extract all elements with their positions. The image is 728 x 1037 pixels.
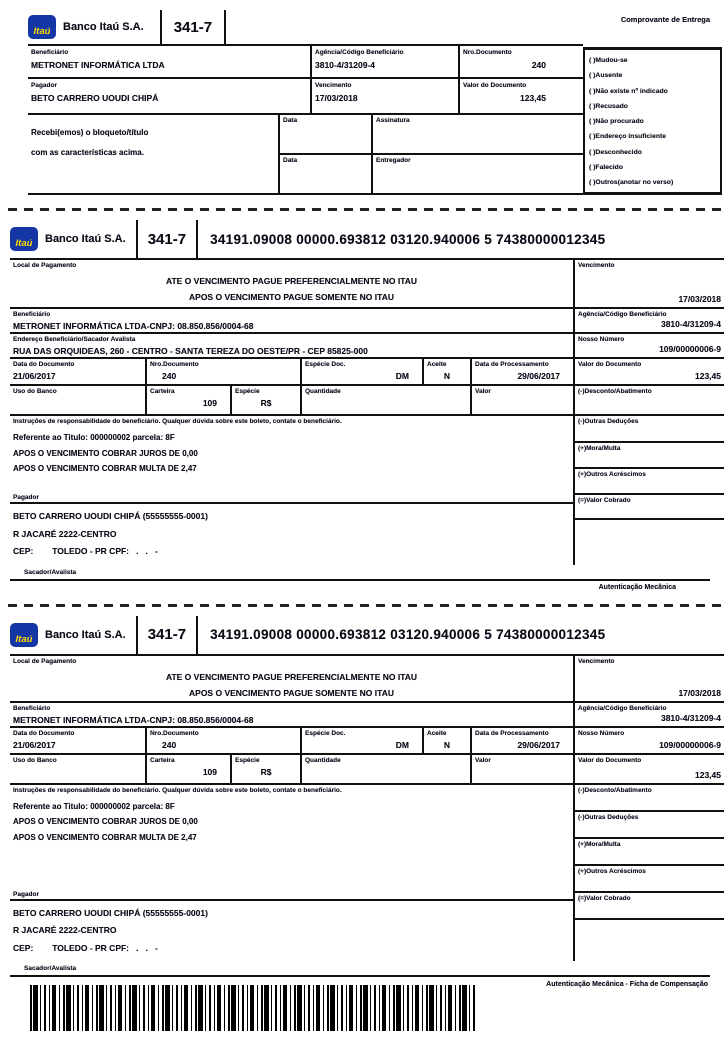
data-processamento-field bbox=[470, 359, 573, 384]
data-processamento-value: 29/06/2017 bbox=[517, 739, 560, 750]
table-row bbox=[28, 79, 583, 115]
data-label: Data bbox=[283, 157, 298, 164]
local-pagamento-field bbox=[10, 656, 573, 703]
especie-doc-value: DM bbox=[395, 739, 409, 750]
especie-doc-label: Espécie Doc. bbox=[305, 361, 346, 368]
bank-use-row bbox=[10, 755, 573, 785]
checkbox-item: ( )Não existe nº indicado bbox=[589, 87, 668, 95]
dashed-separator bbox=[8, 604, 722, 607]
agencia-label: Agência/Código Beneficiário bbox=[578, 311, 667, 318]
pagador-label-row bbox=[10, 492, 573, 502]
sacador-avalista-label: Sacador/Avalista bbox=[24, 568, 77, 576]
valor-field bbox=[470, 755, 573, 783]
outras-deducoes-field bbox=[575, 812, 724, 839]
data-field bbox=[280, 115, 371, 153]
instructions-label: Instruções de responsabilidade do beneficiário. Qualquer dúvida sobre este boleto, contate o beneficiário. bbox=[13, 786, 342, 794]
beneficiario-field bbox=[28, 46, 310, 77]
local-pagamento-label: Local de Pagamento bbox=[13, 262, 77, 269]
outros-acrescimos-label: (+)Outros Acréscimos bbox=[578, 867, 646, 875]
agencia-value: 3810-4/31209-4 bbox=[660, 319, 721, 329]
pagador-endereco: R JACARÉ 2222-CENTRO bbox=[13, 528, 117, 539]
bank-name: Banco Itaú S.A. bbox=[63, 21, 144, 33]
receipt-header bbox=[28, 10, 722, 44]
quantidade-label: Quantidade bbox=[305, 388, 341, 395]
instructions-label: Instruções de responsabilidade do beneficiário. Qualquer dúvida sobre este boleto, contate o beneficiário. bbox=[13, 418, 342, 425]
instruction-line: APOS O VENCIMENTO COBRAR MULTA DE 2,47 bbox=[13, 464, 197, 473]
bank-code: 341-7 bbox=[147, 230, 187, 248]
outros-acrescimos-field bbox=[575, 866, 724, 893]
uso-banco-field bbox=[10, 755, 145, 783]
autenticacao-mecanica: Autenticação Mecânica bbox=[598, 583, 676, 591]
sacador-avalista-label: Sacador/Avalista bbox=[24, 965, 77, 972]
carteira-label: Carteira bbox=[150, 388, 175, 395]
divider bbox=[224, 10, 226, 44]
nro-documento-value: 240 bbox=[162, 371, 177, 381]
pagador-endereco: R JACARÉ 2222-CENTRO bbox=[13, 925, 117, 935]
instruction-line: APOS O VENCIMENTO COBRAR JUROS DE 0,00 bbox=[13, 448, 198, 458]
sacador-avalista-row bbox=[10, 568, 710, 581]
data-processamento-field bbox=[470, 728, 573, 753]
agencia-field bbox=[575, 309, 724, 334]
aceite-field bbox=[422, 359, 470, 384]
aceite-value: N bbox=[443, 371, 451, 381]
valor-field bbox=[470, 386, 573, 414]
itau-logo-icon: Itaú bbox=[28, 15, 56, 39]
pagador-value: BETO CARRERO UOUDI CHIPÁ bbox=[31, 93, 159, 103]
pagador-block bbox=[10, 901, 573, 962]
outros-acrescimos-label: (+)Outros Acréscimos bbox=[578, 471, 646, 478]
barcode bbox=[30, 985, 475, 1031]
nro-documento-label: Nro.Documento bbox=[150, 361, 199, 368]
autenticacao-mecanica-ficha: Autenticação Mecânica - Ficha de Compensação bbox=[546, 981, 708, 988]
checkbox-item: ( )Falecido bbox=[589, 164, 623, 172]
endereco-field bbox=[10, 334, 573, 359]
sacador-avalista-row bbox=[10, 964, 710, 977]
desconto-field bbox=[575, 386, 724, 416]
uso-banco-label: Uso do Banco bbox=[13, 756, 57, 764]
nro-documento-field bbox=[145, 728, 300, 753]
checkbox-item: ( )Recusado bbox=[589, 102, 628, 110]
valor-cobrado-field bbox=[575, 893, 724, 920]
vencimento-label: Vencimento bbox=[315, 82, 352, 89]
carteira-field bbox=[145, 386, 230, 414]
recebi-statement bbox=[28, 115, 278, 193]
mora-multa-field bbox=[575, 839, 724, 866]
quantidade-field bbox=[300, 386, 470, 414]
valor-documento-label: Valor do Documento bbox=[578, 756, 642, 764]
checkbox-item: ( )Ausente bbox=[589, 72, 623, 80]
valor-documento-value: 123,45 bbox=[695, 769, 721, 780]
local-pagamento-value bbox=[13, 274, 570, 304]
outros-acrescimos-field bbox=[575, 469, 724, 495]
digitable-line: 34191.09008 00000.693812 03120.940006 5 74380000012345 bbox=[210, 627, 606, 642]
boleto-table bbox=[10, 258, 724, 565]
beneficiario-value: METRONET INFORMÁTICA LTDA-CNPJ: 08.850.856/0004-68 bbox=[13, 321, 254, 331]
vencimento-value: 17/03/2018 bbox=[315, 93, 358, 103]
boleto-ficha-compensacao bbox=[10, 616, 724, 1032]
nosso-numero-label: Nosso Número bbox=[578, 336, 625, 343]
data-field bbox=[280, 153, 371, 193]
especie-label: Espécie bbox=[235, 756, 260, 764]
beneficiario-value: METRONET INFORMÁTICA LTDA bbox=[31, 60, 165, 70]
vencimento-value: 17/03/2018 bbox=[678, 687, 721, 698]
nosso-numero-value: 109/00000006-9 bbox=[659, 739, 721, 750]
especie-field bbox=[230, 386, 300, 414]
valor-cobrado-label: (=)Valor Cobrado bbox=[578, 497, 631, 504]
table-row bbox=[28, 115, 583, 195]
nro-documento-label: Nro.Documento bbox=[463, 49, 512, 56]
carteira-label: Carteira bbox=[150, 756, 175, 764]
especie-doc-label: Espécie Doc. bbox=[305, 729, 346, 737]
agencia-field bbox=[575, 703, 724, 728]
nosso-numero-field bbox=[575, 334, 724, 359]
receipt-title: Comprovante de Entrega bbox=[620, 15, 710, 24]
data-processamento-value: 29/06/2017 bbox=[517, 371, 560, 381]
pagador-label-row bbox=[10, 889, 573, 899]
boleto-right-column bbox=[573, 260, 724, 565]
data-documento-field bbox=[10, 728, 145, 753]
vencimento-field bbox=[575, 260, 724, 309]
valor-documento-value: 123,45 bbox=[520, 93, 546, 103]
nosso-numero-label: Nosso Número bbox=[578, 729, 625, 737]
aceite-label: Aceite bbox=[427, 729, 447, 737]
aceite-value: N bbox=[443, 739, 451, 750]
assinatura-label: Assinatura bbox=[376, 117, 410, 124]
itau-logo-icon: Itaú bbox=[10, 623, 38, 647]
mora-multa-field bbox=[575, 443, 724, 469]
local-pagamento-field bbox=[10, 260, 573, 309]
local-line-1: ATE O VENCIMENTO PAGUE PREFERENCIALMENTE NO ITAU bbox=[165, 671, 418, 682]
especie-doc-value: DM bbox=[395, 371, 409, 381]
agencia-value: 3810-4/31209-4 bbox=[660, 712, 721, 723]
mora-multa-label: (+)Mora/Multa bbox=[578, 445, 621, 452]
valor-documento-label: Valor do Documento bbox=[578, 361, 642, 368]
delivery-receipt-section bbox=[28, 10, 722, 195]
quantidade-field bbox=[300, 755, 470, 783]
local-pagamento-value bbox=[13, 670, 570, 700]
local-pagamento-label: Local de Pagamento bbox=[13, 657, 77, 665]
desconto-label: (-)Desconto/Abatimento bbox=[578, 786, 652, 794]
especie-value: R$ bbox=[260, 398, 272, 408]
carteira-field bbox=[145, 755, 230, 783]
carteira-value: 109 bbox=[202, 398, 217, 408]
instruction-line: APOS O VENCIMENTO COBRAR MULTA DE 2,47 bbox=[13, 832, 197, 842]
pagador-label: Pagador bbox=[31, 82, 58, 89]
local-line-2: APOS O VENCIMENTO PAGUE SOMENTE NO ITAU bbox=[189, 292, 394, 302]
checkbox-item: ( )Outros(anotar no verso) bbox=[589, 179, 674, 187]
valor-label: Valor bbox=[475, 756, 491, 764]
nro-documento-value: 240 bbox=[531, 60, 546, 70]
nro-documento-label: Nro.Documento bbox=[150, 729, 199, 737]
pagador-label: Pagador bbox=[13, 890, 40, 898]
receipt-table bbox=[28, 44, 583, 195]
desconto-field bbox=[575, 785, 724, 812]
date-column bbox=[278, 115, 371, 193]
digitable-line: 34191.09008 00000.693812 03120.940006 5 74380000012345 bbox=[210, 231, 606, 247]
data-documento-label: Data do Documento bbox=[13, 361, 75, 368]
entregador-field bbox=[373, 153, 583, 193]
divider bbox=[196, 220, 198, 258]
boleto-header bbox=[10, 220, 724, 258]
assinatura-field bbox=[373, 115, 583, 153]
outras-deducoes-field bbox=[575, 416, 724, 443]
instruction-line: APOS O VENCIMENTO COBRAR JUROS DE 0,00 bbox=[13, 817, 198, 826]
document-data-row bbox=[10, 359, 573, 386]
vencimento-field bbox=[575, 656, 724, 703]
beneficiario-label: Beneficiário bbox=[13, 311, 51, 318]
desconto-label: (-)Desconto/Abatimento bbox=[578, 388, 652, 395]
checkbox-item: ( )Não procurado bbox=[589, 118, 644, 126]
beneficiario-label: Beneficiário bbox=[13, 704, 51, 712]
beneficiario-label: Beneficiário bbox=[31, 49, 69, 56]
recebi-line-1: Recebi(emos) o bloqueto/título bbox=[31, 128, 149, 137]
boleto-left-column bbox=[10, 260, 573, 565]
boleto-recibo-pagador bbox=[10, 220, 724, 591]
local-line-1: ATE O VENCIMENTO PAGUE PREFERENCIALMENTE NO ITAU bbox=[165, 276, 418, 286]
endereco-label: Endereço Beneficiário/Sacador Avalista bbox=[13, 336, 136, 343]
pagador-cep: CEP: TOLEDO - PR CPF: . . - bbox=[13, 942, 158, 953]
vencimento-value: 17/03/2018 bbox=[678, 294, 721, 304]
dashed-separator bbox=[8, 208, 722, 211]
valor-documento-field bbox=[575, 755, 724, 785]
itau-logo-icon: Itaú bbox=[10, 227, 38, 251]
boleto-table bbox=[10, 654, 724, 962]
especie-field bbox=[230, 755, 300, 783]
mora-multa-label: (+)Mora/Multa bbox=[578, 840, 621, 848]
outras-deducoes-label: (-)Outras Deduções bbox=[578, 813, 639, 821]
recebi-line-2: com as características acima. bbox=[31, 148, 144, 157]
delivery-checkbox-panel bbox=[583, 47, 722, 195]
empty-cell bbox=[575, 920, 724, 962]
pagador-label: Pagador bbox=[13, 494, 40, 501]
checkbox-item: ( )Endereço insuficiente bbox=[589, 133, 667, 141]
entregador-label: Entregador bbox=[376, 157, 411, 164]
valor-cobrado-field bbox=[575, 495, 724, 520]
nosso-numero-field bbox=[575, 728, 724, 755]
data-documento-value: 21/06/2017 bbox=[13, 739, 56, 750]
valor-documento-label: Valor do Documento bbox=[463, 82, 527, 89]
vencimento-label: Vencimento bbox=[578, 657, 615, 665]
valor-documento-field bbox=[458, 79, 583, 113]
endereco-value: RUA DAS ORQUIDEAS, 260 - CENTRO - SANTA TEREZA DO OESTE/PR - CEP 85825-000 bbox=[13, 346, 368, 356]
boleto-right-column bbox=[573, 656, 724, 962]
nosso-numero-value: 109/00000006-9 bbox=[659, 344, 721, 354]
agencia-label: Agência/Código Beneficiário bbox=[578, 704, 667, 712]
data-processamento-label: Data de Processamento bbox=[475, 361, 549, 368]
especie-doc-field bbox=[300, 359, 422, 384]
nro-documento-field bbox=[458, 46, 583, 77]
boleto-left-column bbox=[10, 656, 573, 962]
pagador-nome: BETO CARRERO UOUDI CHIPÁ (55555555-0001) bbox=[13, 907, 208, 918]
pagador-block bbox=[10, 504, 573, 565]
especie-label: Espécie bbox=[235, 388, 260, 395]
bank-use-row bbox=[10, 386, 573, 416]
aceite-field bbox=[422, 728, 470, 753]
compensation-footer bbox=[10, 979, 724, 1031]
bank-name: Banco Itaú S.A. bbox=[45, 233, 126, 245]
beneficiario-value: METRONET INFORMÁTICA LTDA-CNPJ: 08.850.856/0004-68 bbox=[13, 714, 254, 725]
instruction-line: Referente ao Titulo: 000000002 parcela: 8F bbox=[13, 801, 175, 811]
outras-deducoes-label: (-)Outras Deduções bbox=[578, 418, 639, 425]
beneficiario-field bbox=[10, 309, 573, 334]
document-data-row bbox=[10, 728, 573, 755]
bank-code: 341-7 bbox=[173, 18, 213, 36]
uso-banco-label: Uso do Banco bbox=[13, 388, 57, 395]
agencia-label: Agência/Código Beneficiário bbox=[315, 49, 404, 56]
signature-column bbox=[371, 115, 583, 193]
boleto-footer bbox=[10, 964, 724, 1031]
nro-documento-value: 240 bbox=[162, 739, 177, 750]
aceite-label: Aceite bbox=[427, 361, 447, 368]
nro-documento-field bbox=[145, 359, 300, 384]
instructions-field bbox=[10, 416, 573, 492]
data-documento-label: Data do Documento bbox=[13, 729, 75, 737]
pagador-field bbox=[28, 79, 310, 113]
vencimento-label: Vencimento bbox=[578, 262, 615, 269]
data-documento-field bbox=[10, 359, 145, 384]
especie-doc-field bbox=[300, 728, 422, 753]
bank-name: Banco Itaú S.A. bbox=[45, 628, 126, 641]
valor-documento-value: 123,45 bbox=[695, 371, 721, 381]
agencia-value: 3810-4/31209-4 bbox=[315, 60, 376, 70]
especie-value: R$ bbox=[260, 766, 272, 777]
checkbox-item: ( )Desconhecido bbox=[589, 148, 642, 156]
pagador-nome: BETO CARRERO UOUDI CHIPÁ (55555555-0001) bbox=[13, 511, 208, 521]
data-processamento-label: Data de Processamento bbox=[475, 729, 549, 737]
pagador-cep: CEP: TOLEDO - PR CPF: . . - bbox=[13, 546, 158, 556]
checkbox-item: ( )Mudou-se bbox=[589, 57, 628, 64]
data-label: Data bbox=[283, 117, 298, 124]
carteira-value: 109 bbox=[202, 766, 217, 777]
instructions-field bbox=[10, 785, 573, 889]
beneficiario-field bbox=[10, 703, 573, 728]
empty-cell bbox=[575, 520, 724, 565]
local-line-2: APOS O VENCIMENTO PAGUE SOMENTE NO ITAU bbox=[189, 687, 394, 698]
valor-label: Valor bbox=[475, 388, 491, 395]
divider bbox=[196, 616, 198, 654]
data-documento-value: 21/06/2017 bbox=[13, 371, 56, 381]
boleto-header bbox=[10, 616, 724, 654]
agencia-field bbox=[310, 46, 458, 77]
instruction-line: Referente ao Titulo: 000000002 parcela: 8F bbox=[13, 433, 175, 442]
receipt-body bbox=[28, 44, 722, 195]
valor-cobrado-label: (=)Valor Cobrado bbox=[578, 894, 631, 902]
uso-banco-field bbox=[10, 386, 145, 414]
vencimento-field bbox=[310, 79, 458, 113]
quantidade-label: Quantidade bbox=[305, 756, 341, 764]
boleto-footer bbox=[10, 568, 724, 591]
bank-code: 341-7 bbox=[147, 626, 187, 643]
table-row bbox=[28, 46, 583, 79]
valor-documento-field bbox=[575, 359, 724, 386]
